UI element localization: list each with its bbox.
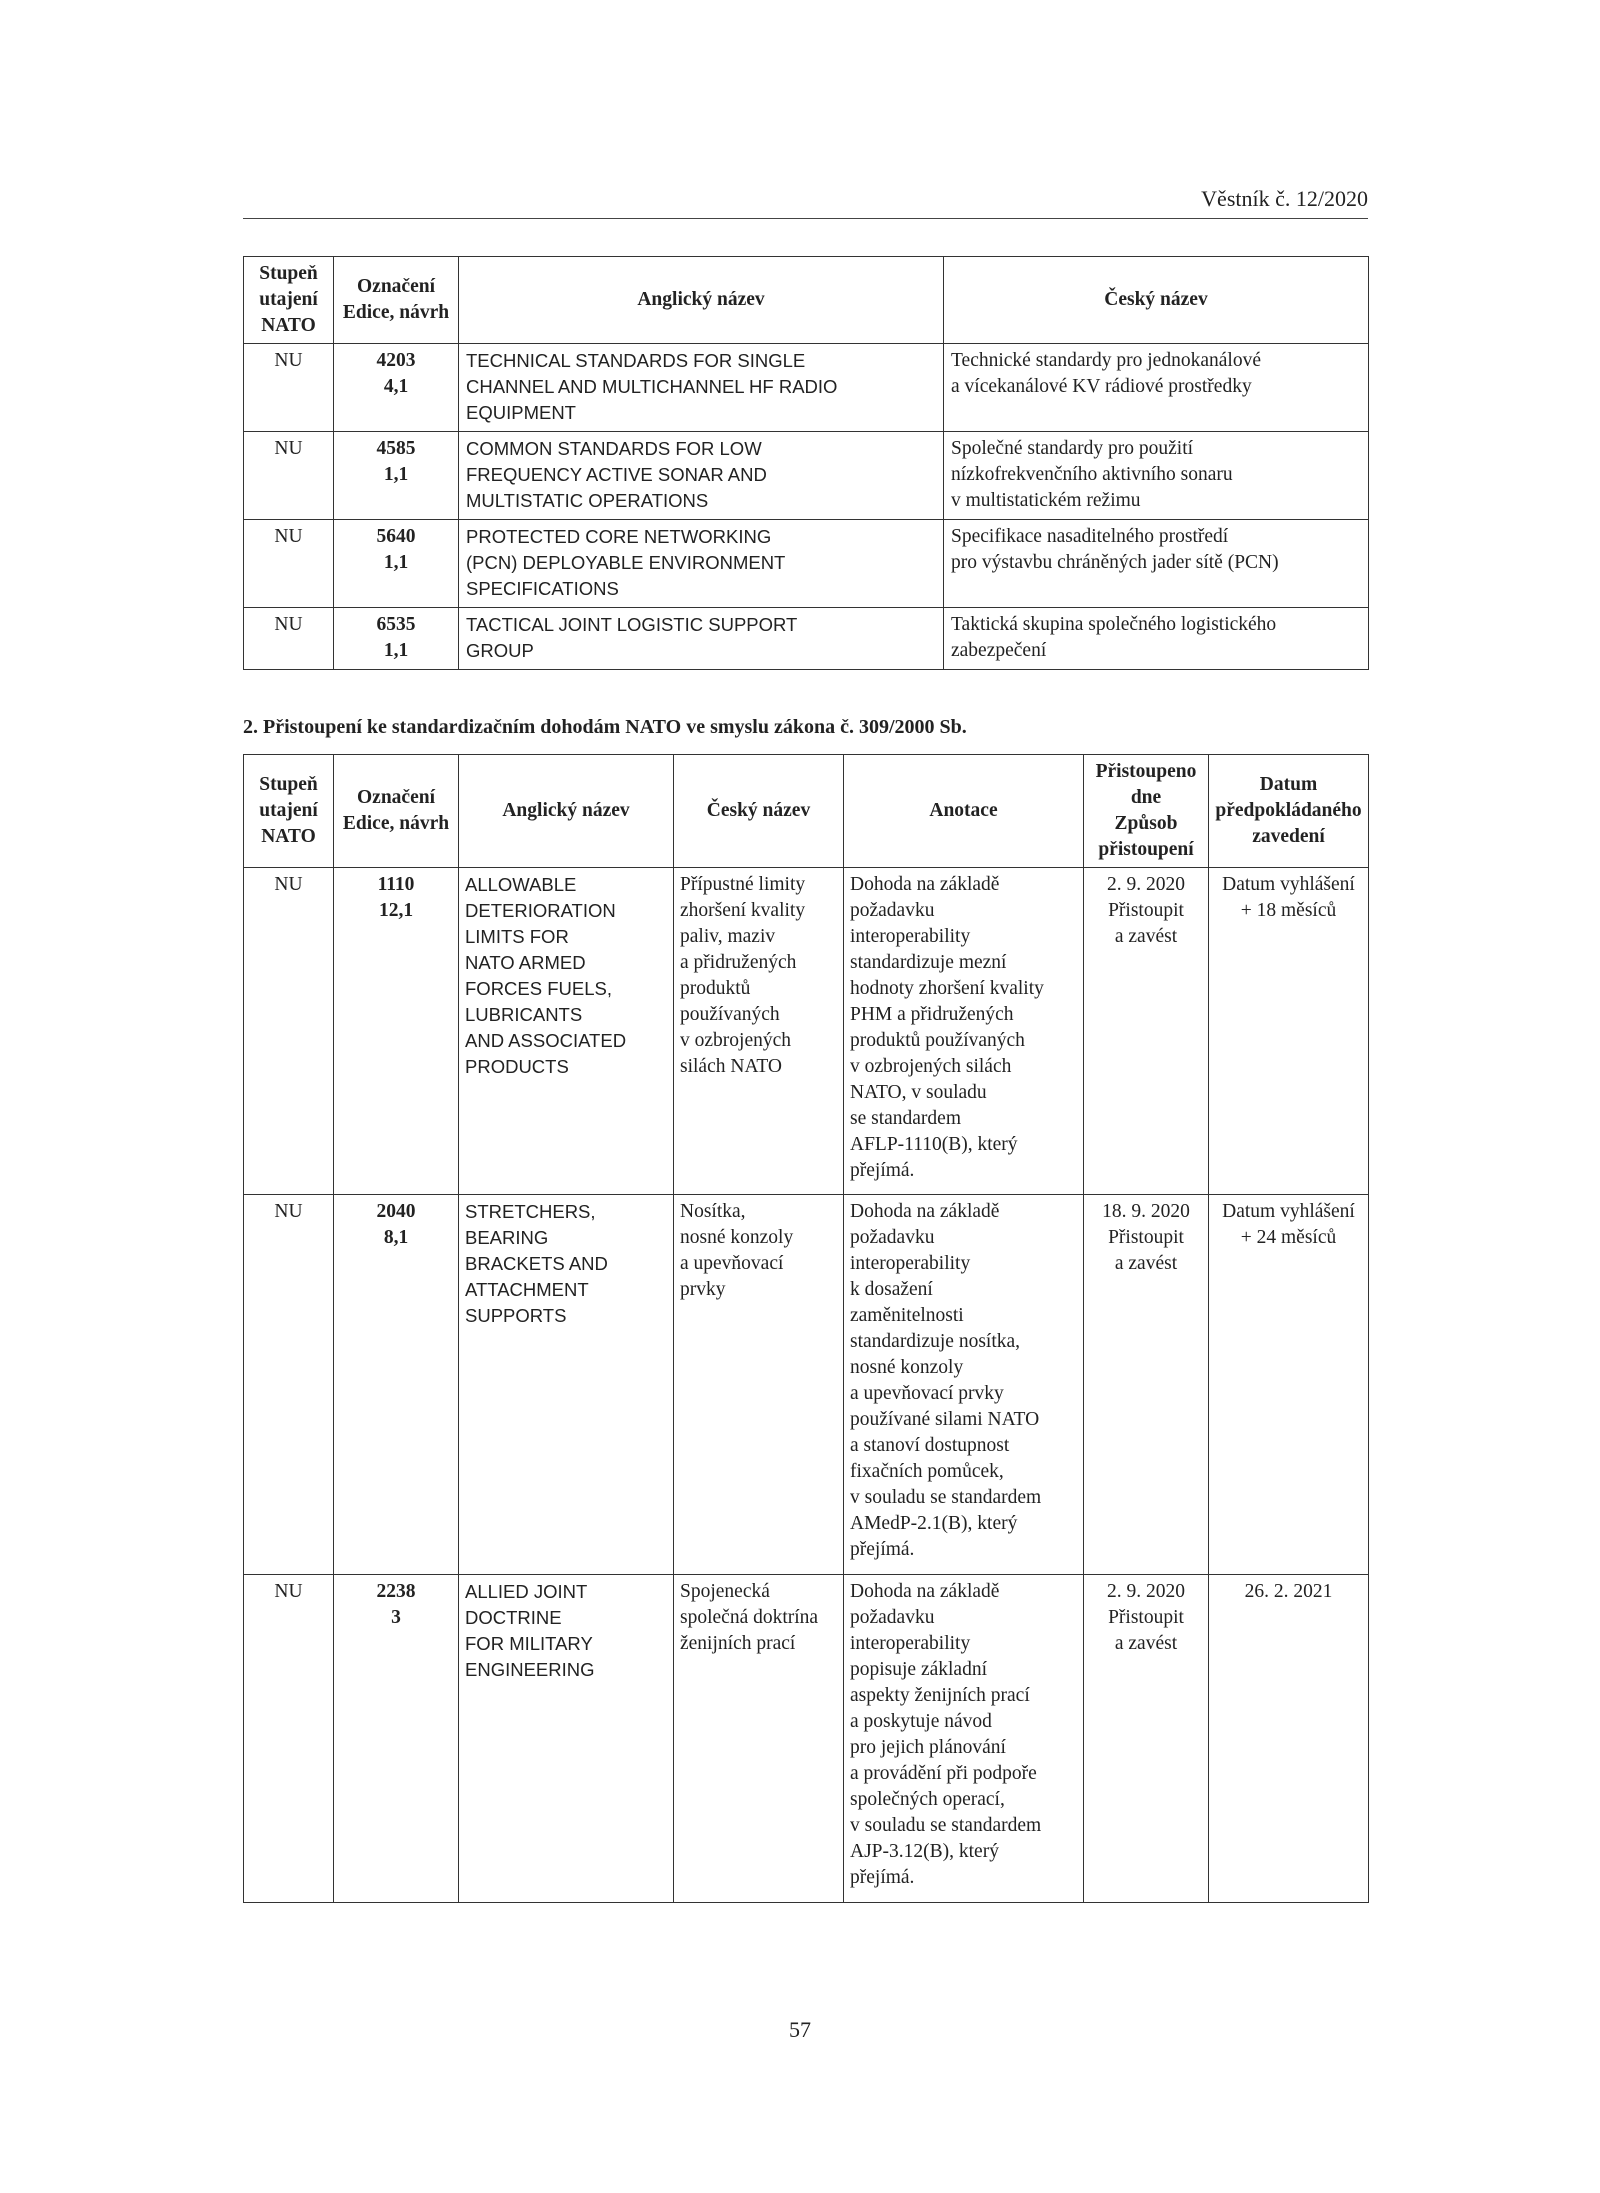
- header-level: Stupeň utajení NATO: [244, 755, 334, 868]
- header-english-name: Anglický název: [459, 257, 944, 344]
- designation-cell: 5640 1,1: [334, 520, 459, 608]
- accession-cell: 2. 9. 2020 Přistoupit a zavést: [1084, 1575, 1209, 1903]
- header-czech-name: Český název: [944, 257, 1369, 344]
- page-number: 57: [789, 2017, 811, 2042]
- english-name-cell: COMMON STANDARDS FOR LOW FREQUENCY ACTIVE SONAR AND MULTISTATIC OPERATIONS: [459, 432, 944, 520]
- implementation-date-cell: Datum vyhlášení + 18 měsíců: [1209, 868, 1369, 1195]
- annotation-cell: Dohoda na základě požadavku interoperability k dosažení zaměnitelnosti standardizuje nosítka, nosné konzoly a upevňovací prvky používané silami NATO a stanoví dostupnost fixačních pomůcek, v souladu se standardem AMedP-2.1(B), který přejímá.: [844, 1195, 1084, 1575]
- czech-name-cell: Technické standardy pro jednokanálové a vícekanálové KV rádiové prostředky: [944, 344, 1369, 432]
- level-cell: NU: [244, 1575, 334, 1903]
- table-row: [244, 1195, 1369, 1575]
- designation-cell: 4203 4,1: [334, 344, 459, 432]
- english-name-cell: TACTICAL JOINT LOGISTIC SUPPORT GROUP: [459, 608, 944, 670]
- czech-name-cell: Specifikace nasaditelného prostředí pro výstavbu chráněných jader sítě (PCN): [944, 520, 1369, 608]
- english-name-cell: ALLOWABLE DETERIORATION LIMITS FOR NATO ARMED FORCES FUELS, LUBRICANTS AND ASSOCIATED PRODUCTS: [459, 868, 674, 1195]
- accession-table: [243, 754, 1369, 1903]
- level-cell: NU: [244, 868, 334, 1195]
- czech-name-cell: Taktická skupina společného logistického zabezpečení: [944, 608, 1369, 670]
- header-designation: Označení Edice, návrh: [334, 755, 459, 868]
- designation-cell: 2040 8,1: [334, 1195, 459, 1575]
- page-header: [243, 186, 1368, 219]
- annotation-cell: Dohoda na základě požadavku interoperability popisuje základní aspekty ženijních prací a poskytuje návod pro jejich plánování a provádění při podpoře společných operací, v souladu se standardem AJP-3.12(B), který přejímá.: [844, 1575, 1084, 1903]
- designation-cell: 4585 1,1: [334, 432, 459, 520]
- header-implementation-date: Datum předpokládaného zavedení: [1209, 755, 1369, 868]
- designation-cell: 2238 3: [334, 1575, 459, 1903]
- header-designation: Označení Edice, návrh: [334, 257, 459, 344]
- header-english-name: Anglický název: [459, 755, 674, 868]
- level-cell: NU: [244, 1195, 334, 1575]
- designation-cell: 1110 12,1: [334, 868, 459, 1195]
- english-name-cell: ALLIED JOINT DOCTRINE FOR MILITARY ENGINEERING: [459, 1575, 674, 1903]
- bulletin-title: Věstník č. 12/2020: [1201, 186, 1368, 211]
- level-cell: NU: [244, 608, 334, 670]
- implementation-date-cell: 26. 2. 2021: [1209, 1575, 1369, 1903]
- english-name-cell: STRETCHERS, BEARING BRACKETS AND ATTACHMENT SUPPORTS: [459, 1195, 674, 1575]
- accession-cell: 2. 9. 2020 Přistoupit a zavést: [1084, 868, 1209, 1195]
- czech-name-cell: Společné standardy pro použití nízkofrekvenčního aktivního sonaru v multistatickém režimu: [944, 432, 1369, 520]
- accession-cell: 18. 9. 2020 Přistoupit a zavést: [1084, 1195, 1209, 1575]
- level-cell: NU: [244, 432, 334, 520]
- table-row: [244, 1575, 1369, 1903]
- standards-table: [243, 256, 1369, 670]
- table-row: [244, 520, 1369, 608]
- level-cell: NU: [244, 344, 334, 432]
- czech-name-cell: Přípustné limity zhoršení kvality paliv, maziv a přidružených produktů používaných v ozbrojených silách NATO: [674, 868, 844, 1195]
- czech-name-cell: Nosítka, nosné konzoly a upevňovací prvky: [674, 1195, 844, 1575]
- header-czech-name: Český název: [674, 755, 844, 868]
- table-row: [244, 608, 1369, 670]
- annotation-cell: Dohoda na základě požadavku interoperability standardizuje mezní hodnoty zhoršení kvality PHM a přidružených produktů používaných v ozbrojených silách NATO, v souladu se standardem AFLP-1110(B), který přejímá.: [844, 868, 1084, 1195]
- section-heading: 2. Přistoupení ke standardizačním dohodám NATO ve smyslu zákona č. 309/2000 Sb.: [243, 716, 967, 738]
- header-accession: Přistoupeno dne Způsob přistoupení: [1084, 755, 1209, 868]
- implementation-date-cell: Datum vyhlášení + 24 měsíců: [1209, 1195, 1369, 1575]
- header-level: Stupeň utajení NATO: [244, 257, 334, 344]
- english-name-cell: TECHNICAL STANDARDS FOR SINGLE CHANNEL AND MULTICHANNEL HF RADIO EQUIPMENT: [459, 344, 944, 432]
- designation-cell: 6535 1,1: [334, 608, 459, 670]
- table-row: [244, 432, 1369, 520]
- header-annotation: Anotace: [844, 755, 1084, 868]
- level-cell: NU: [244, 520, 334, 608]
- czech-name-cell: Spojenecká společná doktrína ženijních prací: [674, 1575, 844, 1903]
- english-name-cell: PROTECTED CORE NETWORKING (PCN) DEPLOYABLE ENVIRONMENT SPECIFICATIONS: [459, 520, 944, 608]
- table-row: [244, 868, 1369, 1195]
- table-row: [244, 344, 1369, 432]
